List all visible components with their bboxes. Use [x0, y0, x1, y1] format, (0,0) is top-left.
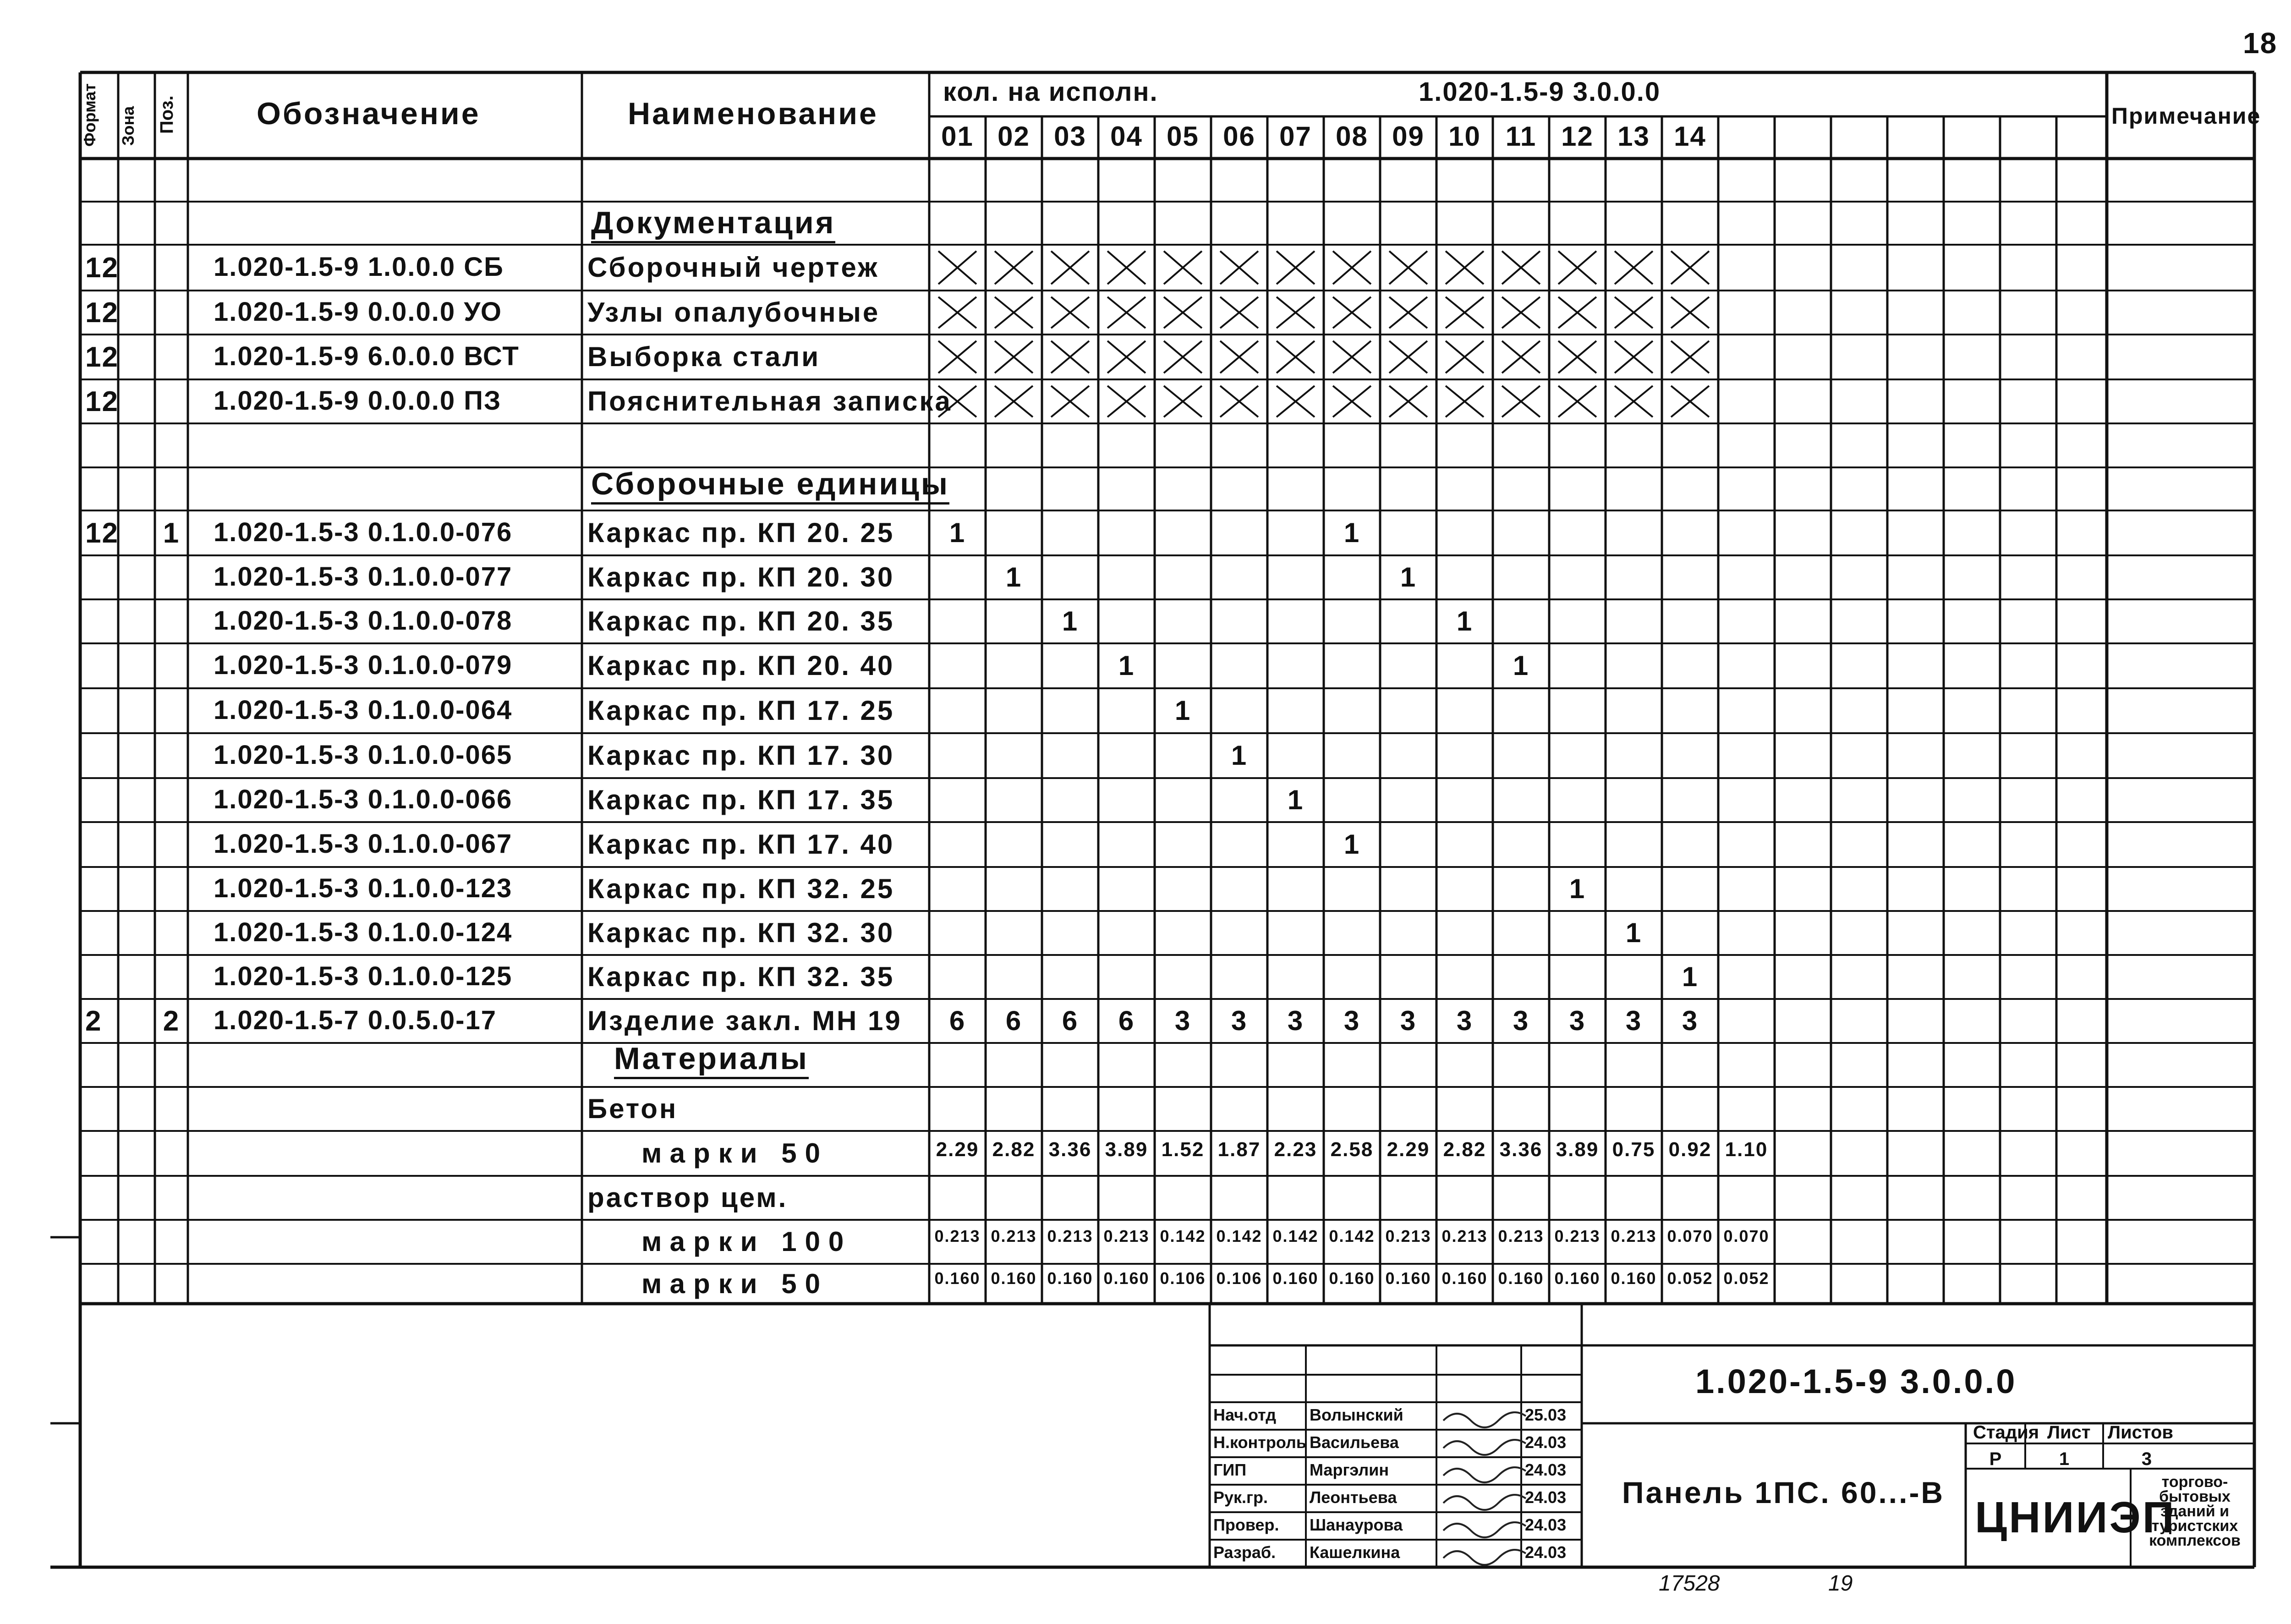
row-name: Каркас пр. КП 32. 25: [587, 873, 895, 904]
row-name: Каркас пр. КП 17. 35: [587, 785, 895, 815]
row-qty-cell: 1: [1287, 785, 1304, 815]
signature-date: 24.03: [1525, 1433, 1567, 1452]
row-qty-cell: 3.36: [1048, 1138, 1092, 1161]
row-qty-cell: 0.160: [1441, 1268, 1488, 1288]
row-qty-cell: 3: [1569, 1005, 1586, 1036]
row-name: Каркас пр. КП 20. 30: [587, 562, 895, 593]
handwritten-signature: [1443, 1522, 1526, 1537]
row-designation: 1.020-1.5-3 0.1.0.0-125: [214, 961, 513, 991]
handwritten-signature: [1443, 1412, 1526, 1427]
row-qty-cell: 0.160: [991, 1268, 1037, 1288]
row-qty-cell: 3.89: [1556, 1138, 1599, 1161]
row-qty-cell: 0.142: [1272, 1227, 1319, 1245]
row-pos: 1: [163, 517, 180, 549]
row-qty-cell: 3: [1625, 1005, 1642, 1036]
row-qty-cell: 1: [1513, 650, 1529, 681]
row-qty-cell: 0.160: [1103, 1268, 1150, 1288]
row-format: 12: [85, 297, 119, 329]
row-qty-cell: 0.106: [1216, 1268, 1262, 1288]
inventory-number: 17528: [1659, 1571, 1720, 1596]
signature-role: Нач.отд: [1213, 1405, 1277, 1424]
variant-header-12: 12: [1561, 121, 1594, 152]
row-qty-cell: 0.142: [1216, 1227, 1262, 1245]
variant-header-05: 05: [1167, 121, 1199, 152]
row-name: Каркас пр. КП 17. 25: [587, 695, 895, 726]
row-format: 12: [85, 517, 119, 549]
variant-header-07: 07: [1279, 121, 1312, 152]
row-qty-cell: 2.82: [1443, 1138, 1486, 1161]
row-qty-cell: 0.213: [1611, 1227, 1657, 1245]
section-assembly-units: Сборочные единицы: [591, 468, 949, 505]
variant-header-06: 06: [1223, 121, 1255, 152]
header-qty-label: кол. на исполн.: [943, 77, 1158, 107]
row-qty-cell: 0.213: [1498, 1227, 1544, 1245]
header-pos: Поз.: [157, 95, 177, 134]
section-documentation: Документация: [591, 207, 835, 243]
variant-header-08: 08: [1336, 121, 1368, 152]
row-qty-cell: 0.052: [1723, 1268, 1770, 1288]
row-name: Каркас пр. КП 32. 35: [587, 961, 895, 992]
row-qty-cell: 3: [1400, 1005, 1417, 1036]
row-qty-cell: 2.29: [936, 1138, 979, 1161]
header-format: Формат: [80, 83, 99, 147]
signature-role: Разраб.: [1213, 1543, 1276, 1562]
variant-header-01: 01: [941, 121, 974, 152]
row-qty-cell: 0.142: [1160, 1227, 1206, 1245]
row-qty-cell: 1: [1231, 740, 1248, 771]
header-qty-code: 1.020-1.5-9 3.0.0.0: [1419, 77, 1661, 107]
row-qty-cell: 0.160: [1611, 1268, 1657, 1288]
sheets-label: Листов: [2108, 1422, 2173, 1443]
row-designation: 1.020-1.5-3 0.1.0.0-076: [214, 517, 513, 547]
handwritten-signature: [1443, 1550, 1526, 1565]
stage-label: Стадия: [1973, 1422, 2039, 1443]
row-qty-cell: 2.29: [1387, 1138, 1430, 1161]
section-materials: Материалы: [614, 1043, 809, 1079]
row-qty-cell: 3: [1174, 1005, 1191, 1036]
row-designation: 1.020-1.5-9 1.0.0.0 СБ: [214, 252, 504, 282]
row-qty-cell: 3: [1682, 1005, 1699, 1036]
sheet-number: 18: [2243, 27, 2278, 60]
row-qty-cell: 1: [1400, 562, 1417, 593]
stage-value: Р: [1989, 1449, 2002, 1469]
signature-name: Васильева: [1310, 1433, 1399, 1452]
row-qty-cell: 0.92: [1668, 1138, 1712, 1161]
row-qty-cell: 0.106: [1160, 1268, 1206, 1288]
row-qty-cell: 0.213: [934, 1227, 981, 1245]
row-name: Каркас пр. КП 20. 35: [587, 606, 895, 636]
row-name: Изделие закл. МН 19: [587, 1005, 902, 1036]
row-designation: 1.020-1.5-3 0.1.0.0-064: [214, 695, 513, 725]
row-qty-cell: 2.82: [992, 1138, 1036, 1161]
row-name: марки 50: [641, 1138, 828, 1169]
variant-header-09: 09: [1392, 121, 1425, 152]
header-designation: Обозначение: [257, 96, 481, 131]
handwritten-signature: [1443, 1467, 1526, 1482]
row-name: Пояснительная записка: [587, 386, 952, 417]
header-note: Примечание: [2111, 103, 2261, 129]
row-designation: 1.020-1.5-3 0.1.0.0-077: [214, 562, 513, 592]
row-qty-cell: 2.23: [1274, 1138, 1317, 1161]
header-name: Наименование: [628, 96, 878, 131]
row-qty-cell: 3: [1513, 1005, 1529, 1036]
row-designation: 1.020-1.5-3 0.1.0.0-124: [214, 917, 513, 947]
row-qty-cell: 0.070: [1667, 1227, 1713, 1245]
sheets-value: 3: [2141, 1449, 2152, 1469]
org-name: ЦНИИЭП: [1975, 1493, 2176, 1542]
sheet-label: Лист: [2047, 1422, 2091, 1443]
row-designation: 1.020-1.5-7 0.0.5.0-17: [214, 1005, 497, 1035]
signature-name: Шанаурова: [1310, 1515, 1403, 1534]
signature-name: Леонтьева: [1310, 1488, 1397, 1507]
row-name: Сборочный чертеж: [587, 252, 879, 283]
row-designation: 1.020-1.5-3 0.1.0.0-079: [214, 650, 513, 680]
row-qty-cell: 1: [1343, 517, 1360, 548]
row-qty-cell: 0.160: [1554, 1268, 1600, 1288]
row-qty-cell: 0.213: [1103, 1227, 1150, 1245]
row-qty-cell: 0.160: [1385, 1268, 1431, 1288]
row-name: Каркас пр. КП 17. 40: [587, 829, 895, 860]
row-qty-cell: 0.052: [1667, 1268, 1713, 1288]
row-name: марки 100: [641, 1226, 852, 1257]
handwritten-signature: [1443, 1440, 1526, 1455]
row-qty-cell: 0.213: [1047, 1227, 1093, 1245]
row-qty-cell: 0.213: [991, 1227, 1037, 1245]
row-qty-cell: 3: [1456, 1005, 1473, 1036]
row-qty-cell: 0.160: [934, 1268, 981, 1288]
row-name: Выборка стали: [587, 341, 821, 372]
row-designation: 1.020-1.5-3 0.1.0.0-123: [214, 873, 513, 903]
variant-header-13: 13: [1617, 121, 1650, 152]
row-qty-cell: 6: [949, 1005, 966, 1036]
row-name: Бетон: [587, 1093, 678, 1124]
row-qty-cell: 6: [1005, 1005, 1022, 1036]
row-qty-cell: 0.213: [1385, 1227, 1431, 1245]
row-qty-cell: 6: [1118, 1005, 1135, 1036]
row-qty-cell: 0.75: [1612, 1138, 1655, 1161]
row-qty-cell: 3: [1231, 1005, 1248, 1036]
row-name: Каркас пр. КП 20. 25: [587, 517, 895, 548]
signature-name: Кашелкина: [1310, 1543, 1400, 1562]
signature-role: Н.контроль: [1213, 1433, 1306, 1452]
row-format: 2: [85, 1005, 102, 1037]
row-qty-cell: 1: [1062, 606, 1079, 636]
signature-name: Маргэлин: [1310, 1460, 1389, 1479]
row-qty-cell: 0.142: [1329, 1227, 1375, 1245]
signature-date: 24.03: [1525, 1515, 1567, 1534]
signature-date: 24.03: [1525, 1543, 1567, 1562]
row-qty-cell: 1: [1569, 873, 1586, 904]
variant-header-03: 03: [1054, 121, 1086, 152]
row-name: Узлы опалубочные: [587, 297, 880, 328]
signature-role: ГИП: [1213, 1460, 1247, 1479]
row-qty-cell: 1: [1174, 695, 1191, 726]
row-qty-cell: 0.160: [1498, 1268, 1544, 1288]
row-name: марки 50: [641, 1268, 828, 1299]
row-name: Каркас пр. КП 17. 30: [587, 740, 895, 771]
row-qty-cell: 0.160: [1329, 1268, 1375, 1288]
row-qty-cell: 0.160: [1047, 1268, 1093, 1288]
row-qty-cell: 0.213: [1441, 1227, 1488, 1245]
title-product: Панель 1ПС. 60...-В: [1622, 1476, 1945, 1509]
variant-header-10: 10: [1448, 121, 1481, 152]
row-designation: 1.020-1.5-9 0.0.0.0 ПЗ: [214, 386, 502, 416]
row-designation: 1.020-1.5-3 0.1.0.0-067: [214, 829, 513, 859]
row-name: раствор цем.: [587, 1182, 788, 1213]
sheet-value: 1: [2059, 1449, 2070, 1469]
row-qty-cell: 3: [1287, 1005, 1304, 1036]
signature-name: Волынский: [1310, 1405, 1403, 1424]
row-name: Каркас пр. КП 20. 40: [587, 650, 895, 681]
row-designation: 1.020-1.5-3 0.1.0.0-065: [214, 740, 513, 770]
row-qty-cell: 6: [1062, 1005, 1079, 1036]
row-format: 12: [85, 252, 119, 284]
row-qty-cell: 1: [1456, 606, 1473, 636]
row-designation: 1.020-1.5-9 6.0.0.0 ВСТ: [214, 341, 520, 371]
row-qty-cell: 3.89: [1105, 1138, 1148, 1161]
handwritten-signature: [1443, 1495, 1526, 1510]
row-qty-cell: 0.070: [1723, 1227, 1770, 1245]
header-zone: Зона: [119, 106, 137, 146]
row-qty-cell: 2.58: [1330, 1138, 1374, 1161]
row-qty-cell: 1: [1343, 829, 1360, 860]
row-qty-cell: 1: [949, 517, 966, 548]
signature-date: 25.03: [1525, 1405, 1567, 1424]
variant-header-11: 11: [1505, 121, 1537, 152]
signature-role: Рук.гр.: [1213, 1488, 1268, 1507]
row-qty-cell: 1.87: [1217, 1138, 1261, 1161]
row-qty-cell: 1: [1118, 650, 1135, 681]
row-qty-cell: 1: [1005, 562, 1022, 593]
title-code: 1.020-1.5-9 3.0.0.0: [1695, 1362, 2017, 1400]
org-subtitle: торгово-бытовых зданий и туристских комплексов: [2149, 1473, 2241, 1549]
variant-header-04: 04: [1110, 121, 1143, 152]
row-designation: 1.020-1.5-9 0.0.0.0 УО: [214, 297, 503, 327]
row-qty-cell: 3.36: [1499, 1138, 1543, 1161]
row-qty-cell: 1.10: [1725, 1138, 1768, 1161]
signature-role: Провер.: [1213, 1515, 1279, 1534]
row-qty-cell: 1: [1625, 917, 1642, 948]
variant-header-14: 14: [1674, 121, 1706, 152]
row-designation: 1.020-1.5-3 0.1.0.0-066: [214, 785, 513, 814]
row-format: 12: [85, 341, 119, 373]
signature-date: 24.03: [1525, 1488, 1567, 1507]
row-qty-cell: 0.160: [1272, 1268, 1319, 1288]
row-format: 12: [85, 386, 119, 417]
row-qty-cell: 1: [1682, 961, 1699, 992]
page-number: 19: [1828, 1571, 1853, 1596]
row-name: Каркас пр. КП 32. 30: [587, 917, 895, 948]
row-qty-cell: 0.213: [1554, 1227, 1600, 1245]
row-qty-cell: 3: [1343, 1005, 1360, 1036]
row-qty-cell: 1.52: [1161, 1138, 1205, 1161]
signature-date: 24.03: [1525, 1460, 1567, 1479]
row-designation: 1.020-1.5-3 0.1.0.0-078: [214, 606, 513, 636]
variant-header-02: 02: [998, 121, 1030, 152]
row-pos: 2: [163, 1005, 180, 1037]
